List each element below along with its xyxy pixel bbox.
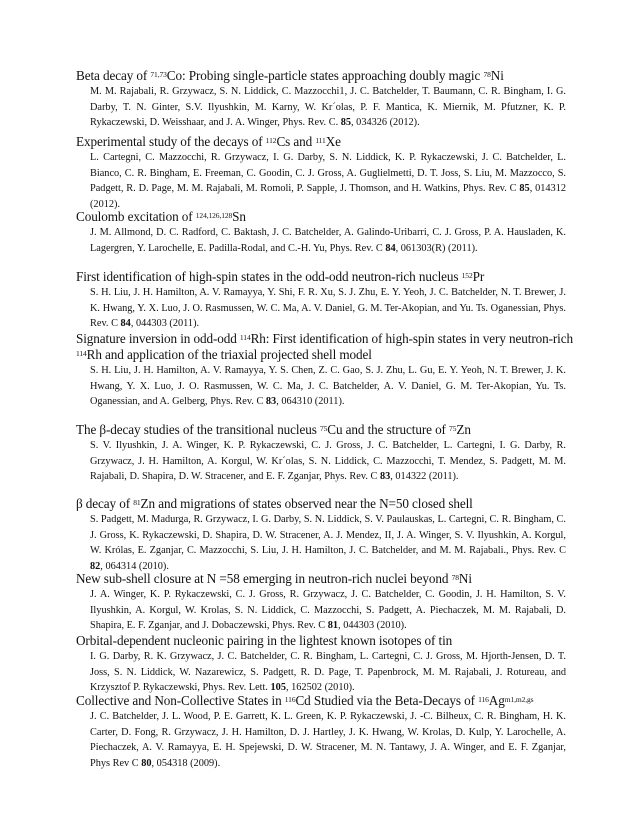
entry-title: Signature inversion in odd-odd $^{114}$Rh: First identification of high-spin states in very neutron-rich $^{114}$Rh and application of the triaxial projected shell model: [76, 331, 573, 362]
entry-title: Coulomb excitation of $^{124,126,128}$Sn: [76, 209, 246, 224]
volume-number: 84: [120, 318, 131, 329]
entry-title: β decay of $^{81}$Zn and migrations of states observed near the N=50 closed shell: [76, 496, 473, 511]
volume-number: 105: [270, 682, 286, 693]
superscript: 111: [315, 136, 326, 145]
superscript: 75: [449, 424, 457, 433]
volume-number: 80: [141, 757, 152, 769]
entry-title: Experimental study of the decays of $^{112}$Cs and $^{111}$Xe: [76, 134, 341, 149]
superscript: 78: [451, 573, 459, 582]
entry-citation: J. A. Winger, K. P. Rykaczewski, C. J. Gross, R. Grzywacz, J. C. Batchelder, C. Goodin, J. H. Hamilton, S. V. Ilyushkin, A. Korgul, W. Krolas, S. N. Liddick, C. Mazzocchi, S. Padgett, A. Piechaczek, M. M. Rajabali, D. Shapira, E. F. Zganjar, and J. Dobaczewski, Phys. Rev. C 81, 044303 (2010).: [90, 589, 566, 631]
reference-entry: [76, 496, 566, 574]
volume-number: 85: [519, 183, 530, 194]
entry-title: Collective and Non-Collective States in $^{116}$Cd Studied via the Beta-Decays of $^{116}Ag^{m1,m2,gs}$: [76, 693, 534, 708]
volume-number: 83: [379, 471, 391, 482]
entry-title: Beta decay of $^{71,73}$Co: Probing single-particle states approaching doubly magic $^{78}$Ni: [76, 68, 504, 83]
entry-citation: I. G. Darby, R. K. Grzywacz, J. C. Batchelder, C. R. Bingham, L. Cartegni, C. J. Gross, M. Hjorth-Jensen, D. T. Joss, S. N. Liddick, W. Nazarewicz, S. Padgett, R. D. Page, T. Papenbrock, M. M. Rajabali, J. Rotureau, and Krzysztof P. Rykaczewski, Phys. Rev. Lett. 105, 162502 (2010).: [90, 651, 566, 693]
entry-citation: L. Cartegni, C. Mazzocchi, R. Grzywacz, I. G. Darby, S. N. Liddick, K. P. Rykaczewski, J. C. Batchelder, L. Bianco, C. R. Bingham, E. Freeman, C. Goodin, C. J. Gross, A. Guglielmetti, D. T. Joss, S. Liu, M. Mazzocco, S. Padgett, R. D. Page, M. M. Rajabali, M. Romoli, P. Sapple, J. Thomson, and H. Watkins, Phys. Rev. C 85, 014312 (2012).: [90, 152, 566, 210]
superscript: 116: [284, 695, 296, 704]
entry-title: First identification of high-spin states in the odd-odd neutron-rich nucleus $^{152}$Pr: [76, 269, 485, 284]
reference-entry: [76, 331, 573, 410]
volume-number: 82: [90, 560, 101, 572]
entry-citation: M. M. Rajabali, R. Grzywacz, S. N. Liddick, C. Mazzocchi1, J. C. Batchelder, T. Baumann, C. R. Bingham, I. G. Darby, T. N. Ginter, S.V. Ilyushkin, M. Karny, W. Kr´olas, P. F. Mantica, K. Miernik, M. Pfutzner, K. P. Rykaczewski, D. Weisshaar, and J. A. Winger, Phys. Rev. C. 85, 034326 (2012).: [90, 86, 566, 128]
superscript: 81: [133, 498, 141, 507]
volume-number: 84: [385, 242, 396, 254]
superscript: 152: [461, 271, 473, 280]
reference-entry: [76, 269, 566, 332]
entry-title: New sub-shell closure at N =58 emerging in neutron-rich nuclei beyond $^{78}$Ni: [76, 571, 472, 586]
reference-entry: [76, 571, 566, 634]
superscript: 78: [483, 70, 491, 79]
volume-number: 83: [265, 396, 277, 407]
reference-entry: [76, 68, 566, 131]
superscript: 71,73: [150, 70, 167, 79]
superscript: 114: [239, 333, 251, 342]
entry-title: The β-decay studies of the transitional nucleus $^{75}$Cu and the structure of $^{75}$Zn: [76, 422, 471, 437]
reference-entry: [76, 422, 566, 485]
superscript: m1,m2,gs: [504, 695, 534, 704]
superscript: 116: [478, 695, 489, 704]
reference-entry: [76, 209, 566, 256]
reference-entry: [76, 693, 566, 771]
entry-citation: S. V. Ilyushkin, J. A. Winger, K. P. Rykaczewski, C. J. Gross, J. C. Batchelder, L. Cartegni, I. G. Darby, R. Grzywacz, J. H. Hamilton, A. Korgul, W. Kr´olas, S. N. Liddick, C. Mazzocchi, T. Mendez, S. Padgett, M. M. Rajabali, D. Shapira, D. W. Stracener, and E. F. Zganjar, Phys. Rev. C 83, 014322 (2011).: [90, 440, 566, 482]
superscript: 124,126,128: [195, 211, 233, 220]
entry-citation: J. M. Allmond, D. C. Radford, C. Baktash, J. C. Batchelder, A. Galindo-Uribarri, C. J. Gross, P. A. Hausladen, K. Lagergren, Y. Larochelle, E. Padilla-Rodal, and C.-H. Yu, Phys. Rev. C 84, 061303(R) (2011).: [90, 227, 566, 254]
superscript: 75: [319, 424, 328, 433]
entry-citation: J. C. Batchelder, J. L. Wood, P. E. Garrett, K. L. Green, K. P. Rykaczewski, J. -C. Bilheux, C. R. Bingham, H. K. Carter, D. Fong, R. Grzywacz, J. H. Hamilton, D. J. Hartley, J. K. Hwang, W. Krolas, D. Kulp, Y. Larochelle, A. Piechaczek, A. V. Ramayya, E. H. Spejewski, D. W. Stracener, M. N. Tantawy, J. A. Winger, and E. F. Zganjar, Phys Rev C 80, 054318 (2009).: [90, 711, 566, 769]
superscript: 114: [76, 349, 87, 358]
entry-citation: S. H. Liu, J. H. Hamilton, A. V. Ramayya, Y. S. Chen, Z. C. Gao, S. J. Zhu, L. Gu, E. Y. Yeoh, N. T. Brewer, J. K. Hwang, Y. X. Luo, J. O. Rasmussen, W. C. Ma, J. C. Batchelder, A. V. Daniel, G. M. Ter-Akopian, Yu. Ts. Oganessian, and A. Gelberg, Phys. Rev. C 83, 064310 (2011).: [90, 365, 566, 407]
entry-citation: S. Padgett, M. Madurga, R. Grzywacz, I. G. Darby, S. N. Liddick, S. V. Paulauskas, L. Cartegni, C. R. Bingham, C. J. Gross, K. Rykaczewski, D. Shapira, D. W. Stracener, A. J. Mendez, II, J. A. Winger, S. V. Ilyushkin, A. Korgul, W. Królas, E. Zganjar, C. Mazzocchi, S. Liu, J. H. Hamilton, J. C. Batchelder, and M. M. Rajabali., Phys. Rev. C 82, 064314 (2010).: [90, 514, 566, 572]
reference-entry: [76, 633, 566, 696]
volume-number: 81: [327, 620, 339, 631]
volume-number: 85: [340, 117, 352, 128]
entry-title: Orbital-dependent nucleonic pairing in the lightest known isotopes of tin: [76, 633, 453, 648]
entry-citation: S. H. Liu, J. H. Hamilton, A. V. Ramayya, Y. Shi, F. R. Xu, S. J. Zhu, E. Y. Yeoh, J. C. Batchelder, N. T. Brewer, J. K. Hwang, Y. X. Luo, J. O. Rasmussen, W. C. Ma, A. V. Daniel, G. M. Ter-Akopian, and Yu. Ts. Oganessian, Phys. Rev. C 84, 044303 (2011).: [90, 287, 566, 329]
reference-entry: [76, 134, 566, 212]
superscript: 112: [265, 136, 277, 145]
